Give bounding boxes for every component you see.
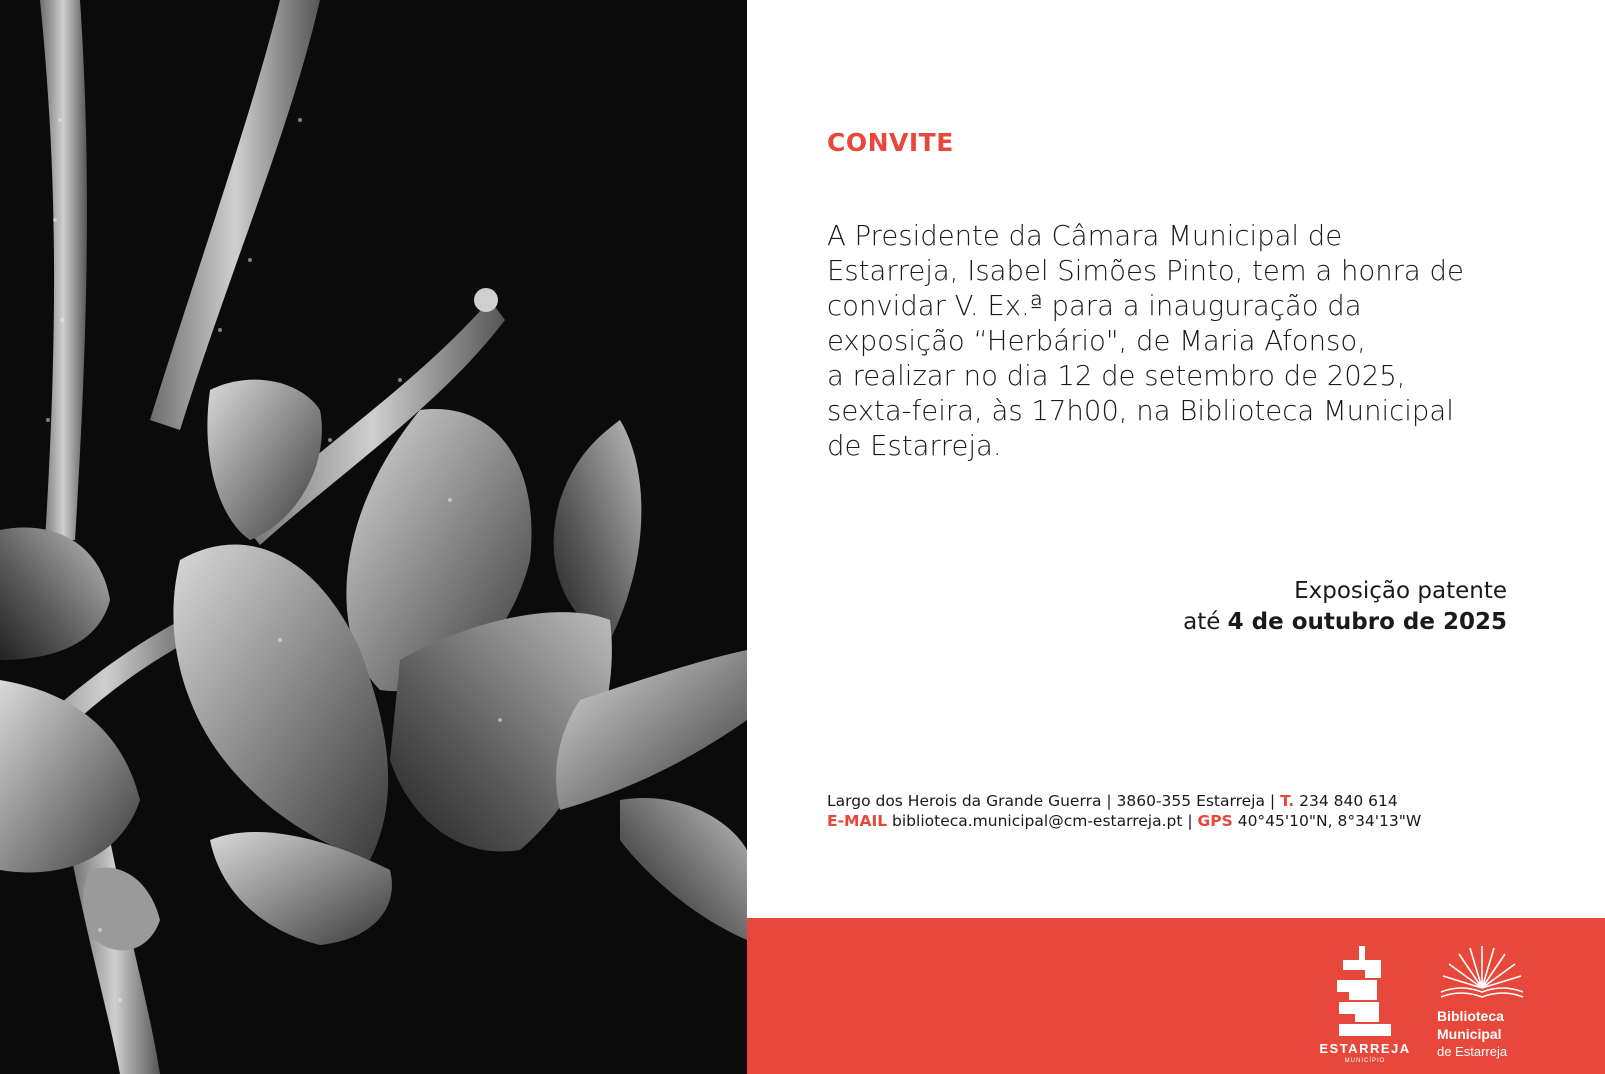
exhibit-prefix: até bbox=[1183, 609, 1221, 635]
address-text: Largo dos Herois da Grande Guerra | 3860-355 Estarreja | bbox=[827, 792, 1276, 810]
contact-line-1 bbox=[827, 791, 1421, 811]
email-address: biblioteca.municipal@cm-estarreja.pt | bbox=[892, 812, 1193, 830]
estarreja-emblem-icon bbox=[1315, 946, 1415, 1038]
gps-coordinates: 40°45'10"N, 8°34'13"W bbox=[1237, 812, 1422, 830]
invitation-line: de Estarreja. bbox=[827, 430, 1002, 462]
contact-info bbox=[827, 791, 1421, 831]
invitation-body bbox=[827, 219, 1527, 464]
exhibit-end-date: 4 de outubro de 2025 bbox=[1227, 609, 1507, 635]
exhibit-line2 bbox=[1183, 607, 1507, 638]
biblio-line1: Biblioteca bbox=[1437, 1008, 1504, 1024]
exhibit-line1: Exposição patente bbox=[1294, 578, 1507, 604]
sunburst-book-icon bbox=[1437, 940, 1527, 1000]
exhibition-dates bbox=[1183, 576, 1507, 638]
invitation-line: convidar V. Ex.ª para a inauguração da bbox=[827, 290, 1362, 322]
biblio-line2: Municipal bbox=[1437, 1026, 1502, 1042]
biblioteca-logo bbox=[1437, 940, 1547, 1060]
invitation-line: Estarreja, Isabel Simões Pinto, tem a honra de bbox=[827, 255, 1464, 287]
invitation-panel bbox=[747, 0, 1605, 1074]
gps-label: GPS bbox=[1197, 812, 1233, 830]
contact-line-2 bbox=[827, 811, 1421, 831]
footer-band bbox=[747, 918, 1605, 1074]
estarreja-name: ESTARREJA bbox=[1319, 1041, 1411, 1056]
artwork-herbario bbox=[0, 0, 747, 1074]
botanical-engraving bbox=[0, 0, 747, 1074]
biblio-line3: de Estarreja bbox=[1437, 1044, 1508, 1059]
invitation-line: sexta-feira, às 17h00, na Biblioteca Municipal bbox=[827, 395, 1454, 427]
phone-number: 234 840 614 bbox=[1299, 792, 1398, 810]
invitation-heading: CONVITE bbox=[827, 128, 954, 157]
invitation-line: exposição “Herbário", de Maria Afonso, bbox=[827, 325, 1366, 357]
invitation-line: a realizar no dia 12 de setembro de 2025, bbox=[827, 360, 1406, 392]
invitation-line: A Presidente da Câmara Municipal de bbox=[827, 220, 1343, 252]
estarreja-subtitle: MUNICÍPIO bbox=[1344, 1058, 1386, 1064]
estarreja-logo bbox=[1315, 946, 1415, 1064]
phone-label: T. bbox=[1280, 792, 1295, 810]
email-label: E-MAIL bbox=[827, 812, 888, 830]
